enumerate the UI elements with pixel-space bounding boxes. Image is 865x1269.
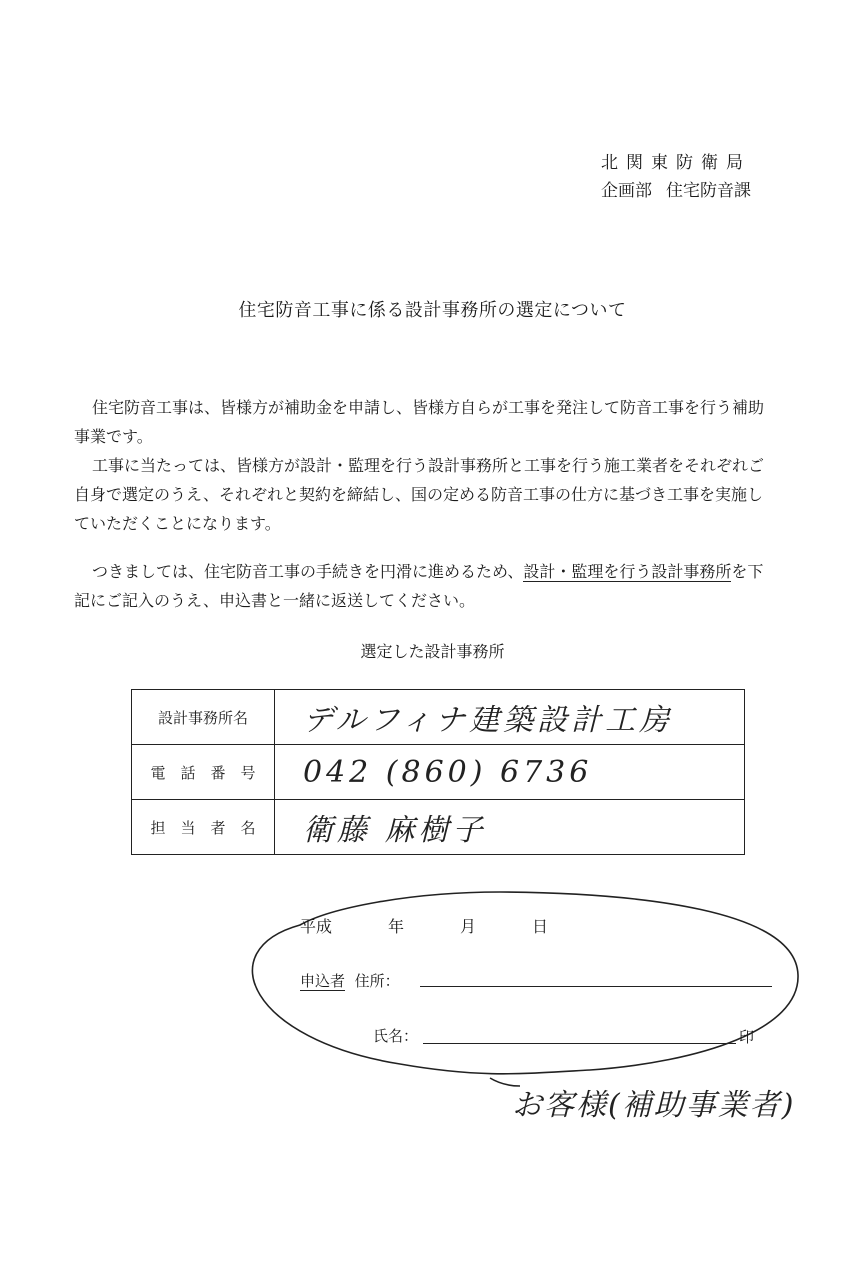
date-row xyxy=(300,914,548,937)
month-label: 月 xyxy=(460,917,477,936)
office-name-value: デルフィナ建築設計工房 xyxy=(275,690,745,745)
table-row xyxy=(132,800,745,855)
contact-person-value: 衛藤 麻樹子 xyxy=(275,800,745,855)
contact-person-label: 担 当 者 名 xyxy=(132,800,275,855)
address-label: 住所： xyxy=(354,972,400,990)
seal-mark: 印 xyxy=(739,1028,755,1046)
paragraph-2 xyxy=(74,451,774,538)
design-office-table xyxy=(131,689,745,855)
applicant-address-label xyxy=(300,970,400,991)
paragraph-3 xyxy=(74,557,774,615)
office-name-label: 設計事務所名 xyxy=(132,690,275,745)
table-row xyxy=(132,745,745,800)
applicant-label: 申込者 xyxy=(300,972,346,990)
sender-org: 北関東防衛局 xyxy=(601,153,751,173)
handwritten-customer-note: お客様(補助事業者) xyxy=(512,1088,796,1123)
name-label: 氏名： xyxy=(373,1027,419,1045)
paragraph-3-after: を下記にご記入のうえ、申込書と一緒に返送してください。 xyxy=(74,562,764,610)
day-label: 日 xyxy=(532,917,549,936)
table-row xyxy=(132,690,745,745)
phone-value: 042 (860) 6736 xyxy=(275,745,745,800)
paragraph-1 xyxy=(74,393,774,451)
address-input-line[interactable] xyxy=(420,986,772,987)
sender-dept xyxy=(601,176,765,201)
document-title: 住宅防音工事に係る設計事務所の選定について xyxy=(238,300,627,321)
sender-dept-name: 企画部 xyxy=(601,181,652,201)
era-label: 平成 xyxy=(300,917,333,936)
paragraph-3-underlined: 設計・監理を行う設計事務所 xyxy=(523,562,732,581)
name-input-line[interactable] xyxy=(423,1043,736,1044)
year-label: 年 xyxy=(388,917,405,936)
paragraph-2-text: 工事に当たっては、皆様方が設計・監理を行う設計事務所と工事を行う施工業者をそれぞれご自身で選定のうえ、それぞれと契約を締結し、国の定める防音工事の仕方に基づき工事を実施していただくことになります。 xyxy=(74,456,765,533)
phone-label: 電 話 番 号 xyxy=(132,745,275,800)
sender-section-name: 住宅防音課 xyxy=(666,181,751,201)
table-caption: 選定した設計事務所 xyxy=(360,642,505,661)
paragraph-1-text: 住宅防音工事は、皆様方が補助金を申請し、皆様方自らが工事を発注して防音工事を行う補助事業です。 xyxy=(74,398,765,446)
paragraph-3-before: つきましては、住宅防音工事の手続きを円滑に進めるため、 xyxy=(92,562,524,581)
